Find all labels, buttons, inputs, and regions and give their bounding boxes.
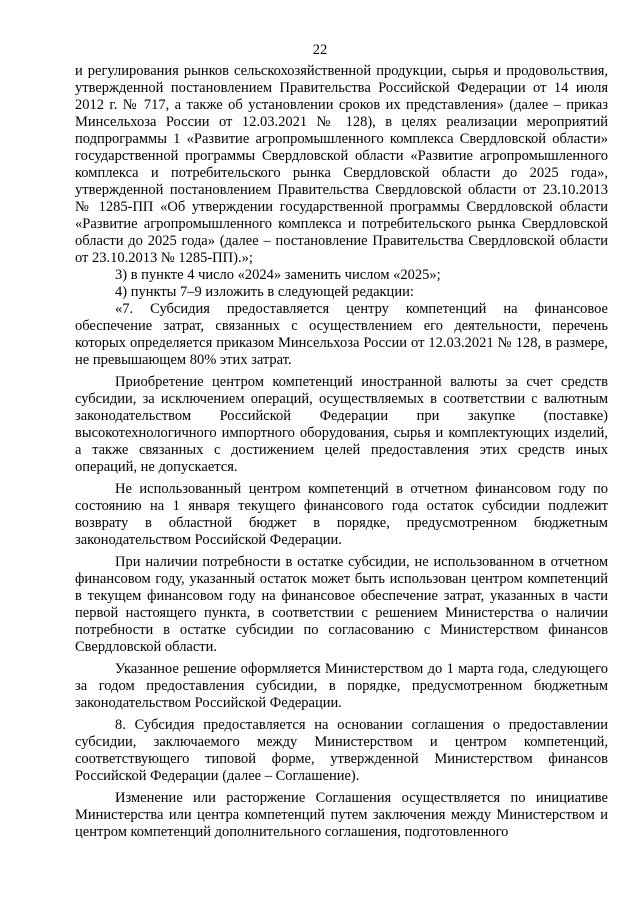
paragraph-currency: Приобретение центром компетенций иностранной валюты за счет средств субсидии, за исключением операций, осуществляемых в соответствии с валютным законодательством Российской Федерации при закупке (поставке) высокотехнологичного импортного оборудования, сырья и комплектующих изделий, а также связанных с достижением целей предоставления этих средств иных операций, не допускается.	[75, 374, 608, 475]
paragraph-item-4: 4) пункты 7–9 изложить в следующей редакции:	[115, 284, 414, 300]
paragraph-agreement-change: Изменение или расторжение Соглашения осуществляется по инициативе Министерства или центра компетенций путем заключения между Министерством и центром компетенций дополнительного соглашения, подготовленного	[75, 790, 608, 840]
paragraph-point-7: «7. Субсидия предоставляется центру компетенций на финансовое обеспечение затрат, связанных с осуществлением его деятельности, перечень которых определяется приказом Минсельхоза России от 12.03.2021 № 128, в размере, не превышающем 80% этих затрат.	[75, 301, 608, 368]
paragraph-decision: Указанное решение оформляется Министерством до 1 марта года, следующего за годом предоставления субсидии, в порядке, предусмотренном бюджетным законодательством Российской Федерации.	[75, 661, 608, 711]
paragraph-unused-remainder: Не использованный центром компетенций в отчетном финансовом году по состоянию на 1 января текущего финансового года остаток субсидии подлежит возврату в областной бюджет в порядке, предусмотренном бюджетным законодательством Российской Федерации.	[75, 481, 608, 548]
document-body	[75, 63, 608, 841]
paragraph-point-8: 8. Субсидия предоставляется на основании соглашения о предоставлении субсидии, заключаемого между Министерством и центром компетенций, соответствующего типовой форме, утвержденной Министерством финансов Российской Федерации (далее – Соглашение).	[75, 717, 608, 784]
paragraph-continuation: и регулирования рынков сельскохозяйственной продукции, сырья и продовольствия, утвержденной постановлением Правительства Российской Федерации от 14 июля 2012 г. № 717, а также об установлении сроков их представления» (далее – приказ Минсельхоза России от 12.03.2021 № 128), в целях реализации мероприятий подпрограммы 1 «Развитие агропромышленного комплекса Свердловской области» государственной программы Свердловской области «Развитие агропромышленного комплекса и потребительского рынка Свердловской области до 2025 года», утвержденной постановлением Правительства Свердловской области от 23.10.2013 № 1285-ПП «Об утверждении государственной программы Свердловской области «Развитие агропромышленного комплекса и потребительского рынка Свердловской области до 2025 года» (далее – постановление Правительства Свердловской области от 23.10.2013 № 1285-ПП).»;	[75, 63, 608, 266]
paragraph-remainder-use: При наличии потребности в остатке субсидии, не использованном в отчетном финансовом году, указанный остаток может быть использован центром компетенций в текущем финансовом году на финансовое обеспечение затрат, указанных в части первой настоящего пункта, в соответствии с решением Министерства о наличии потребности в остатке субсидии по согласованию с Министерством финансов Свердловской области.	[75, 554, 608, 655]
page-number: 22	[312, 42, 328, 58]
paragraph-item-3: 3) в пункте 4 число «2024» заменить числом «2025»;	[115, 267, 441, 283]
